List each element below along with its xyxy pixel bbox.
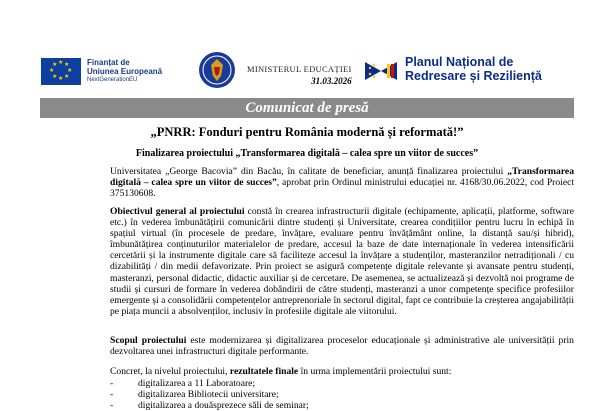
- press-release-banner: Comunicat de presă: [40, 98, 574, 118]
- romania-crest-icon: [198, 50, 236, 90]
- project-name: „Transformarea digitală – calea spre un viitor de succes”: [110, 166, 574, 189]
- scope-paragraph: [110, 335, 574, 357]
- intro-text-a: Universitatea „George Bacovia” din Bacău, în calitate de beneficiar, anunță finalizarea proiectului: [110, 166, 508, 177]
- pnrr-line1: Planul Național de: [405, 55, 514, 69]
- results-list: [110, 378, 309, 411]
- intro-paragraph: [110, 166, 574, 199]
- pnrr-line2: Redresare și Reziliență: [405, 69, 542, 83]
- eu-funding-label: [87, 58, 162, 84]
- scope-text: este modernizarea și digitalizarea proceselor educaționale și administrative ale universității prin dezvoltarea unei infrastructuri digitale performante.: [110, 335, 574, 358]
- eu-label-line1: Finanțat de: [87, 58, 130, 67]
- list-item: - digitalizarea Bibliotecii universitare;: [110, 389, 309, 400]
- objective-heading: Obiectivul general al proiectului: [110, 206, 245, 217]
- eu-flag-icon: ★ ★ ★ ★ ★ ★ ★ ★: [41, 58, 81, 85]
- document-title: „PNRR: Fonduri pentru România modernă și reformată!”: [150, 125, 464, 139]
- ministry-name: MINISTERUL EDUCAȚIEI: [247, 64, 352, 74]
- page-header: [0, 0, 615, 92]
- eu-label-line2: Uniunea Europeană: [87, 67, 163, 76]
- pnrr-title: [405, 55, 542, 83]
- ministry-block: [247, 64, 352, 86]
- intro-text-c: , aprobat prin Ordinul ministrului educației nr. 4168/30.06.2022, cod Proiect 375130608.: [110, 177, 574, 200]
- results-paragraph: [110, 366, 574, 377]
- list-item: - digitalizarea a 11 Laboratoare;: [110, 378, 309, 389]
- scope-heading: Scopul proiectului: [110, 335, 187, 346]
- document-subtitle: Finalizarea proiectului „Transformarea digitală – calea spre un viitor de succes”: [135, 148, 479, 159]
- objective-paragraph: [110, 206, 574, 317]
- pnrr-logo-icon: [363, 58, 399, 84]
- list-item: - digitalizarea a douăsprezece săli de seminar;: [110, 400, 309, 411]
- document-date: 31.03.2026: [311, 76, 352, 86]
- results-text-a: Concret, la nivelul proiectului,: [110, 366, 230, 377]
- eu-label-line3: NextGenerationEU: [87, 77, 138, 83]
- results-text-c: în urma implementării proiectului sunt:: [298, 366, 452, 377]
- results-heading: rezultatele finale: [229, 366, 299, 377]
- objective-text: constă în crearea infrastructurii digitale (echipamente, aplicații, platforme, software etc.) în vederea îmbunătățirii comunicării dintre studenți și Universitate, crearea condițiilor pentru lucru în echipă în spațiul virtual (în procesele de predare, învățare, evaluare pentru învățământ online, la distanță sau/și hibrid), îmbunătățirea conținuturilor materialelor de predare, accesul la baze de date internaționale în vederea intensificării cercetării și la instrumente digitale care să faciliteze accesul la învățare a studenților, masteranzilor netradiționali / cu dizabilități / din medii defavorizate. Prin proiect se asigură competențe digitale relevante și avansate pentru studenți, masteranzi, personal didactic, didactic auxiliar și de cercetare. De asemenea, se actualizează și dezvoltă noi programe de studii și cursuri de formare în vederea dobândirii de către studenți, masteranzi a unor competențe specifice profesiilor emergente și a consolidării competențelor antreprenoriale în sectorul digital, fapt ce contribuie la creșterea angajabilității pe piața muncii a absolvenților, inclusiv în profesiile digitale ale viitorului.: [110, 206, 574, 317]
